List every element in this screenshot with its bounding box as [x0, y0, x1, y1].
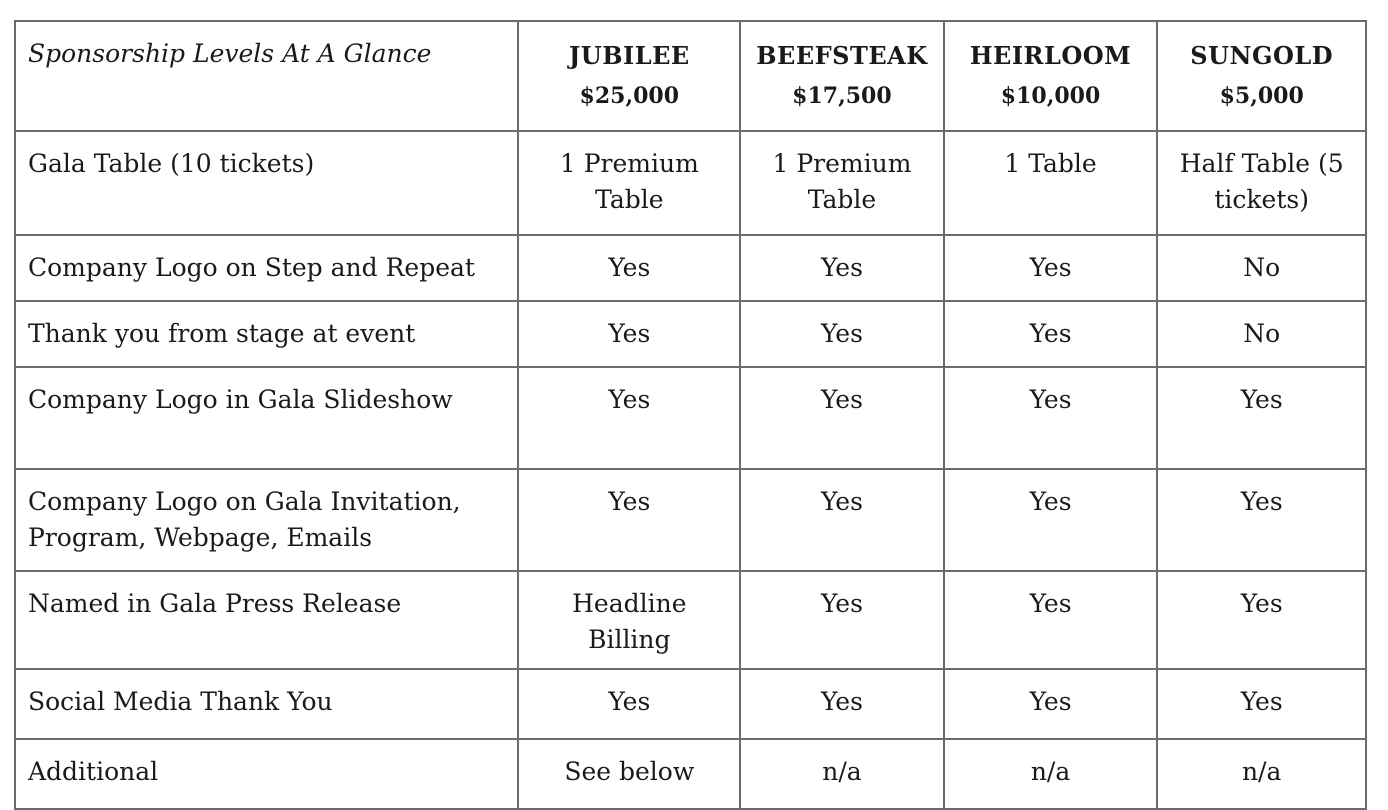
level-name: HEIRLOOM — [969, 41, 1132, 70]
cell-sungold: Yes — [1157, 571, 1366, 669]
cell-sungold: n/a — [1157, 739, 1366, 809]
table-row — [15, 367, 1366, 469]
cell-jubilee: See below — [518, 739, 740, 809]
cell-heirloom: Yes — [944, 235, 1158, 301]
level-price: $17,500 — [792, 83, 892, 109]
cell-sungold: Half Table (5 tickets) — [1157, 131, 1366, 235]
cell-heirloom: Yes — [944, 571, 1158, 669]
level-header-jubilee — [518, 21, 740, 131]
cell-heirloom: Yes — [944, 669, 1158, 739]
row-label: Social Media Thank You — [15, 669, 518, 739]
cell-beefsteak: Yes — [740, 469, 944, 571]
cell-sungold: No — [1157, 301, 1366, 367]
cell-jubilee: Yes — [518, 469, 740, 571]
table-title: Sponsorship Levels At A Glance — [15, 21, 518, 131]
cell-heirloom: 1 Table — [944, 131, 1158, 235]
row-label: Company Logo in Gala Slideshow — [15, 367, 518, 469]
level-price: $25,000 — [579, 83, 680, 109]
row-label: Thank you from stage at event — [15, 301, 518, 367]
cell-heirloom: n/a — [944, 739, 1158, 809]
table-row — [15, 469, 1366, 571]
cell-beefsteak: Yes — [740, 367, 944, 469]
cell-jubilee: Yes — [518, 235, 740, 301]
row-label: Additional — [15, 739, 518, 809]
row-label: Named in Gala Press Release — [15, 571, 518, 669]
cell-jubilee: Yes — [518, 367, 740, 469]
level-name: JUBILEE — [568, 41, 690, 70]
cell-beefsteak: 1 Premium Table — [740, 131, 944, 235]
sponsorship-table — [14, 20, 1367, 810]
cell-jubilee: 1 Premium Table — [518, 131, 740, 235]
table-row — [15, 739, 1366, 809]
cell-sungold: Yes — [1157, 469, 1366, 571]
cell-jubilee: Yes — [518, 669, 740, 739]
cell-heirloom: Yes — [944, 469, 1158, 571]
level-header-heirloom — [944, 21, 1158, 131]
table-header-row — [15, 21, 1366, 131]
cell-beefsteak: Yes — [740, 235, 944, 301]
cell-heirloom: Yes — [944, 367, 1158, 469]
table-row — [15, 301, 1366, 367]
table-row — [15, 669, 1366, 739]
level-name: SUNGOLD — [1190, 41, 1334, 70]
table-row — [15, 571, 1366, 669]
row-label: Company Logo on Step and Repeat — [15, 235, 518, 301]
level-name: BEEFSTEAK — [756, 41, 928, 70]
cell-beefsteak: Yes — [740, 301, 944, 367]
cell-jubilee: Yes — [518, 301, 740, 367]
row-label: Gala Table (10 tickets) — [15, 131, 518, 235]
cell-sungold: Yes — [1157, 669, 1366, 739]
level-header-sungold — [1157, 21, 1366, 131]
level-price: $5,000 — [1219, 83, 1304, 109]
cell-beefsteak: n/a — [740, 739, 944, 809]
cell-jubilee: Headline Billing — [518, 571, 740, 669]
row-label: Company Logo on Gala Invitation, Program, Webpage, Emails — [15, 469, 518, 571]
cell-sungold: No — [1157, 235, 1366, 301]
cell-beefsteak: Yes — [740, 669, 944, 739]
table-row — [15, 131, 1366, 235]
cell-beefsteak: Yes — [740, 571, 944, 669]
level-price: $10,000 — [1000, 83, 1101, 109]
cell-heirloom: Yes — [944, 301, 1158, 367]
level-header-beefsteak — [740, 21, 944, 131]
table-row — [15, 235, 1366, 301]
cell-sungold: Yes — [1157, 367, 1366, 469]
